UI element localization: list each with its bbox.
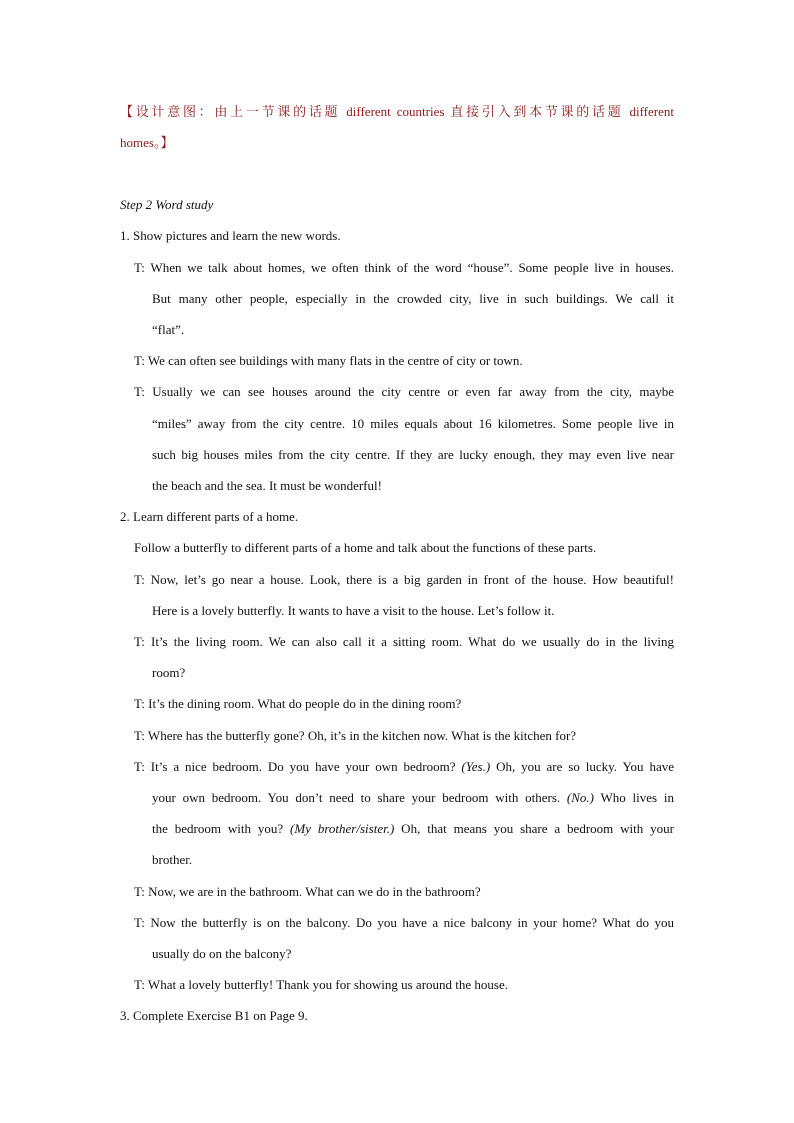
item-2-q2-line-1: T: It’s the living room. We can also call it a sitting room. What do we usually do in the living bbox=[134, 634, 674, 649]
item-1-para-1-line-2: But many other people, especially in the crowded city, live in such buildings. We call it bbox=[152, 291, 674, 306]
item-1-para-3-line-2: “miles” away from the city centre. 10 miles equals about 16 kilometres. Some people live in bbox=[152, 416, 674, 431]
item-1-title: 1. Show pictures and learn the new words. bbox=[120, 228, 341, 243]
q5-answer-no: (No.) bbox=[566, 790, 594, 805]
q5-line-3-text-c: Oh, that means you share a bedroom with your bbox=[394, 821, 674, 836]
design-intent-line-2: homes。】 bbox=[120, 135, 174, 150]
item-1-para-1-line-1: T: When we talk about homes, we often think of the word “house”. Some people live in houses. bbox=[134, 260, 674, 275]
step-heading: Step 2 Word study bbox=[120, 197, 214, 212]
item-2-q1-line-2: Here is a lovely butterfly. It wants to have a visit to the house. Let’s follow it. bbox=[152, 603, 555, 618]
item-2-intro: Follow a butterfly to different parts of a home and talk about the functions of these parts. bbox=[134, 540, 597, 555]
design-intent-line-1: 【设计意图：由上一节课的话题 different countries 直接引入到本节课的话题 different bbox=[120, 104, 674, 119]
q5-line-2-text-a: your own bedroom. You don’t need to share your bedroom with others. bbox=[152, 790, 567, 805]
item-2-q3: T: It’s the dining room. What do people do in the dining room? bbox=[134, 696, 462, 711]
q5-line-1-text-a: T: It’s a nice bedroom. Do you have your own bedroom? bbox=[134, 759, 462, 774]
q5-line-2-text-c: Who lives in bbox=[594, 790, 674, 805]
item-2-q1-line-1: T: Now, let’s go near a house. Look, there is a big garden in front of the house. How beautiful! bbox=[134, 572, 674, 587]
item-1-para-2: T: We can often see buildings with many flats in the centre of city or town. bbox=[134, 353, 523, 368]
q5-line-3-text-a: the bedroom with you? bbox=[152, 821, 291, 836]
item-2-q5-line-3 bbox=[152, 820, 674, 838]
item-2-q2-line-2: room? bbox=[152, 665, 186, 680]
q5-answer-sibling: (My brother/sister.) bbox=[290, 821, 395, 836]
item-2-q5-line-1 bbox=[134, 758, 674, 776]
item-2-q8: T: What a lovely butterfly! Thank you for showing us around the house. bbox=[134, 977, 508, 992]
item-2-q7-line-2: usually do on the balcony? bbox=[152, 946, 292, 961]
item-2-q6: T: Now, we are in the bathroom. What can we do in the bathroom? bbox=[134, 884, 481, 899]
item-1-para-3-line-3: such big houses miles from the city centre. If they are lucky enough, they may even live near bbox=[152, 447, 674, 462]
q5-answer-yes: (Yes.) bbox=[461, 759, 491, 774]
item-2-q4: T: Where has the butterfly gone? Oh, it’s in the kitchen now. What is the kitchen for? bbox=[134, 728, 577, 743]
item-1-para-3-line-1: T: Usually we can see houses around the city centre or even far away from the city, maybe bbox=[134, 384, 674, 399]
item-2-q7-line-1: T: Now the butterfly is on the balcony. Do you have a nice balcony in your home? What do you bbox=[134, 915, 674, 930]
item-2-title: 2. Learn different parts of a home. bbox=[120, 509, 299, 524]
item-2-q5-line-4: brother. bbox=[152, 852, 193, 867]
item-1-para-1-line-3: “flat”. bbox=[152, 322, 185, 337]
item-1-para-3-line-4: the beach and the sea. It must be wonderful! bbox=[152, 478, 382, 493]
item-2-q5-line-2 bbox=[152, 789, 674, 807]
q5-line-1-text-c: Oh, you are so lucky. You have bbox=[490, 759, 674, 774]
item-3-title: 3. Complete Exercise B1 on Page 9. bbox=[120, 1008, 308, 1023]
